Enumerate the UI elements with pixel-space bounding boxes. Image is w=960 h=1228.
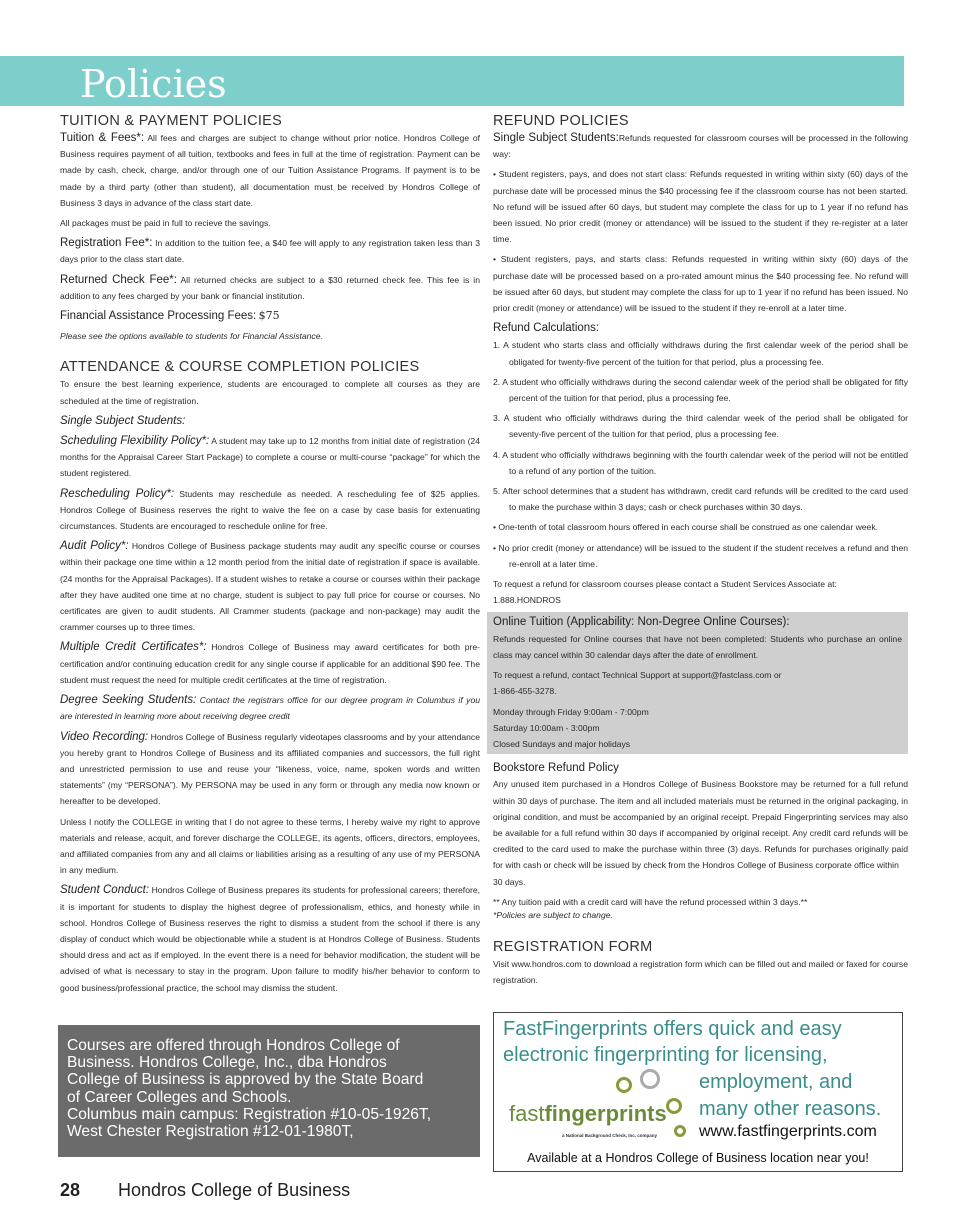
online-phone: 1-866-455-3278. <box>493 686 557 697</box>
registration-fee-paragraph <box>60 235 480 267</box>
online-hours: Saturday 10:00am - 3:00pm <box>493 722 600 733</box>
accreditation-line: West Chester Registration #12-01-1980T, <box>67 1123 354 1141</box>
logo-circle-icon <box>674 1125 686 1137</box>
registration-fee-label: Registration Fee*: <box>60 237 153 250</box>
financial-fee-value: $75 <box>258 309 280 323</box>
logo-circle-icon <box>666 1098 682 1114</box>
video-text: Hondros College of Business regularly videotapes classrooms and by your attendance you hereby grant to Hondros College of Business and its affiliated companies and successors, the full right and unrestricted permission to use and reuse your “likeness, voice, name, spoken words and written statements” (my “PERSONA”). My PERSONA may be used in any form or through any media now known or hereafter to be developed. <box>60 731 480 807</box>
multiple-credit-text: Hondros College of Business may award certificates for both pre-certification and/or continuing education credit for any single course if applicable for an additional $90 fee. The student must request the need for multiple credit certificates at the time of registration. <box>60 642 480 685</box>
registration-fee-text: In addition to the tuition fee, a $40 fee will apply to any registration taken less than 3 days prior to the class start date. <box>60 238 481 265</box>
bookstore-text: Any unused item purchased in a Hondros College of Business Bookstore may be returned for a full refund within 30 days of purchase. The item and all included materials must be returned in the original packaging, in original condition, and must be accompanied by an original receipt. Prepaid Fingerprinting services may also be available for a full refund within 30 days if accompanied by original receipt. Any credit card refunds will be credited to the card used to make the purchase within three (3) days. Refunds for purchases originally paid for with cash or check will be issued by check from the Hondros College of Business corporate office within <box>493 779 908 871</box>
tuition-fees-paragraph <box>60 130 480 211</box>
bookstore-label: Bookstore Refund Policy <box>493 762 619 775</box>
scheduling-text: A student may take up to 12 months from initial date of registration (24 months for the Appraisal Career Start Package) to complete a course or multi-course “package” for which the student registered. <box>60 436 480 479</box>
ad-line: electronic fingerprinting for licensing, <box>503 1044 828 1066</box>
ad-line: employment, and <box>699 1071 853 1093</box>
refund-bullet: • Student registers, pays, and does not start class: Refunds requested in writing within sixty (60) days of the purchase date will be processed minus the $40 processing fee if the classroom course has not been started. No refund will be issued after 60 days, but student may complete the class for up to 1 year if no refund has been issued. No prior credit (money or attendance) will be issued to the student if they re-register at a later time. <box>493 169 908 245</box>
refund-calc-label: Refund Calculations: <box>493 322 600 335</box>
accreditation-line: of Career Colleges and Schools. <box>67 1088 292 1106</box>
ad-line: FastFingerprints offers quick and easy <box>503 1018 842 1040</box>
list-item: 4. A student who officially withdraws beginning with the fourth calendar week of the period will not be entitled to a refund of any portion of the tuition. <box>493 449 908 476</box>
degree-paragraph <box>60 692 480 724</box>
page-banner <box>0 56 904 106</box>
registration-heading: REGISTRATION FORM <box>493 938 653 955</box>
logo-fast: fast <box>509 1101 545 1126</box>
refund-bullet: • Student registers, pays, and starts class: Refunds requested in writing within sixty (60) days of the purchase date will be processed based on a pro-rated amount minus the $40 processing fee. No refund will be issued after 60 days, but student may complete the class for up to 1 year if no refund has been issued. No prior credit (money or attendance) will be issued to the student if they re-enroll at a later time. <box>493 254 908 314</box>
accreditation-line: Courses are offered through Hondros College of <box>67 1037 400 1054</box>
degree-label: Degree Seeking Students: <box>60 694 197 707</box>
registration-text: Visit www.hondros.com to download a registration form which can be filled out and mailed or faxed for course registration. <box>493 958 908 986</box>
refund-single-label: Single Subject Students: <box>493 132 619 144</box>
page-title: Policies <box>80 62 227 106</box>
scheduling-paragraph <box>60 433 480 482</box>
degree-text: Contact the registrars office for our degree program in Columbus if you are interested in learning more about receiving degree credit <box>60 695 480 722</box>
accreditation-line: Columbus main campus: Registration #10-05-1926T, <box>67 1105 432 1123</box>
fastfingerprints-ad <box>493 1012 903 1172</box>
logo-fingerprints: fingerprints <box>544 1101 667 1126</box>
audit-text: Hondros College of Business package students may audit any specific course or courses within their package one time within a 12 month period from the initial date of registration if space is available. (24 months for the Appraisal Packages). If a student wishes to retake a course or courses within their package after they have audited one time at no charge, student is subject to pay full price for course or courses. No certificates are given to audit students. All Crammer students (package and non-package) may audit the crammer courses up to three times. <box>60 541 480 633</box>
attendance-intro: To ensure the best learning experience, students are encouraged to complete all courses as they are scheduled at the time of registration. <box>60 379 480 406</box>
rescheduling-label: Rescheduling Policy*: <box>60 487 175 500</box>
accreditation-line: Business. Hondros College, Inc., dba Hondros <box>67 1054 387 1072</box>
video-label: Video Recording: <box>60 730 149 743</box>
tuition-heading: TUITION & PAYMENT POLICIES <box>60 113 283 129</box>
list-item: 5. After school determines that a student has withdrawn, credit card refunds will be credited to the card used to make the purchase within 3 days; cash or check purchases within 30 days. <box>493 486 908 513</box>
tuition-fees-label: Tuition & Fees*: <box>60 132 145 144</box>
refund-phone: 1.888.HONDROS <box>493 595 561 606</box>
single-subject-paragraph <box>60 413 480 429</box>
packages-paragraph: All packages must be paid in full to recieve the savings. <box>60 218 271 229</box>
conduct-label: Student Conduct: <box>60 884 150 897</box>
tuition-fees-text: All fees and charges are subject to change without prior notice. Hondros College of Business requires payment of all tuition, textbooks and fees in full at the time of registration. Payment can be made by cash, check, charge, and/or through one of our Tuition Assistance Programs. If payment is to be made by a third party (other than student), all documentation must be received by Hondros College of Business 3 days in advance of the class start date. <box>60 133 481 208</box>
refund-single-paragraph <box>493 130 908 162</box>
bookstore-days: 30 days. <box>493 876 526 887</box>
list-item: • No prior credit (money or attendance) will be issued to the student if the student receives a refund and then re-enroll at a later time. <box>493 542 908 569</box>
list-item: 3. A student who officially withdraws during the third calendar week of the period shall be obligated for seventy-five percent of the tuition for that period, plus a processing fee. <box>493 413 908 440</box>
online-hours: Monday through Friday 9:00am - 7:00pm <box>493 706 649 717</box>
right-column <box>493 112 908 992</box>
ad-footer: Available at a Hondros College of Business location near you! <box>527 1151 869 1165</box>
refund-heading: REFUND POLICIES <box>493 113 629 129</box>
online-tuition-label: Online Tuition (Applicability: Non-Degree Online Courses): <box>493 616 790 629</box>
credit-note: ** Any tuition paid with a credit card will have the refund processed within 3 days.** <box>493 896 808 907</box>
unless-paragraph: Unless I notify the COLLEGE in writing that I do not agree to these terms, I hereby waive my right to approve materials and release, acquit, and forever discharge the COLLEGE, its agents, officers, directors, employees, and affiliated companies from any and all claims or liabilities arising as a resulting of any use of my PERSONA in any medium. <box>60 816 480 876</box>
accreditation-box <box>58 1025 480 1157</box>
logo-circle-icon <box>616 1077 632 1093</box>
online-tuition-text: Refunds requested for Online courses that have not been completed: Students who purchase an online class may cancel within 30 calendar days after the date of enrollment. <box>493 633 902 660</box>
financial-note: Please see the options available to students for Financial Assistance. <box>60 331 323 342</box>
list-item: 2. A student who officially withdraws during the second calendar week of the period shall be obligated for fifty percent of the tuition for that period, plus a processing fee. <box>493 376 908 404</box>
audit-paragraph <box>60 538 480 635</box>
conduct-paragraph <box>60 882 480 995</box>
financial-fee-label: Financial Assistance Processing Fees: <box>60 310 257 323</box>
online-hours: Closed Sundays and major holidays <box>493 738 631 749</box>
conduct-text: Hondros College of Business prepares its students for professional careers; therefore, it is important for students to display the highest degree of professionalism, ethics, and honesty while in school. Hondros College of Business reserves the right to dismiss a student from the school if there is any display of conduct which would be objectionable while a student is at Hondros College of Business. Students should dress and act as if employed. In the event there is a need for behavior modification, the student will be advised of what is necessary to stay in the program. Upon failure to modify his/her behavior to conform to good business/professional practice, the school may dismiss the student. <box>60 885 480 993</box>
returned-check-label: Returned Check Fee*: <box>60 273 177 286</box>
video-paragraph <box>60 729 480 810</box>
multiple-credit-paragraph <box>60 639 480 688</box>
policies-change-note: *Policies are subject to change. <box>493 909 613 920</box>
fastfingerprints-logo <box>509 1101 667 1127</box>
online-contact: To request a refund, contact Technical Support at support@fastclass.com or <box>493 670 782 681</box>
left-column <box>60 112 480 1000</box>
multiple-credit-label: Multiple Credit Certificates*: <box>60 641 207 654</box>
list-item: • One-tenth of total classroom hours offered in each course shall be construed as one calendar week. <box>493 522 879 533</box>
logo-subtitle: a National Background Check, Inc. company <box>562 1133 658 1138</box>
refund-single-text: Refunds requested for classroom courses will be processed in the following way: <box>493 133 908 160</box>
online-tuition-box <box>487 612 908 754</box>
list-item: 1. A student who starts class and officially withdraws during the first calendar week of the period shall be obligated for twenty-five percent of the tuition for that period, plus a processing fee. <box>493 340 908 367</box>
ad-line: many other reasons. <box>699 1098 882 1120</box>
accreditation-line: College of Business is approved by the State Board <box>67 1071 424 1089</box>
logo-circle-icon <box>640 1069 660 1089</box>
scheduling-label: Scheduling Flexibility Policy*: <box>60 435 210 448</box>
audit-label: Audit Policy*: <box>60 540 129 553</box>
refund-calc-paragraph <box>493 320 908 336</box>
page-number: 28 <box>60 1180 81 1200</box>
bookstore-paragraph <box>493 760 908 776</box>
rescheduling-text: Students may reschedule as needed. A rescheduling fee of $25 applies. Hondros College of Business reserves the right to waive the fee on a case by case basis for extenuating circumstances. Students are encouraged to reschedule online for free. <box>60 488 480 532</box>
footer-college-name: Hondros College of Business <box>118 1180 351 1200</box>
rescheduling-paragraph <box>60 486 480 535</box>
single-subject-label: Single Subject Students: <box>60 414 186 427</box>
ad-url-link[interactable]: www.fastfingerprints.com <box>699 1123 877 1140</box>
attendance-heading: ATTENDANCE & COURSE COMPLETION POLICIES <box>60 359 420 376</box>
returned-check-paragraph <box>60 272 480 304</box>
financial-fee-paragraph <box>60 308 480 324</box>
returned-check-text: All returned checks are subject to a $30 returned check fee. This fee is in addition to any fees charged by your bank or financial institution. <box>60 274 480 301</box>
refund-contact: To request a refund for classroom courses please contact a Student Services Associate at: <box>493 579 837 590</box>
